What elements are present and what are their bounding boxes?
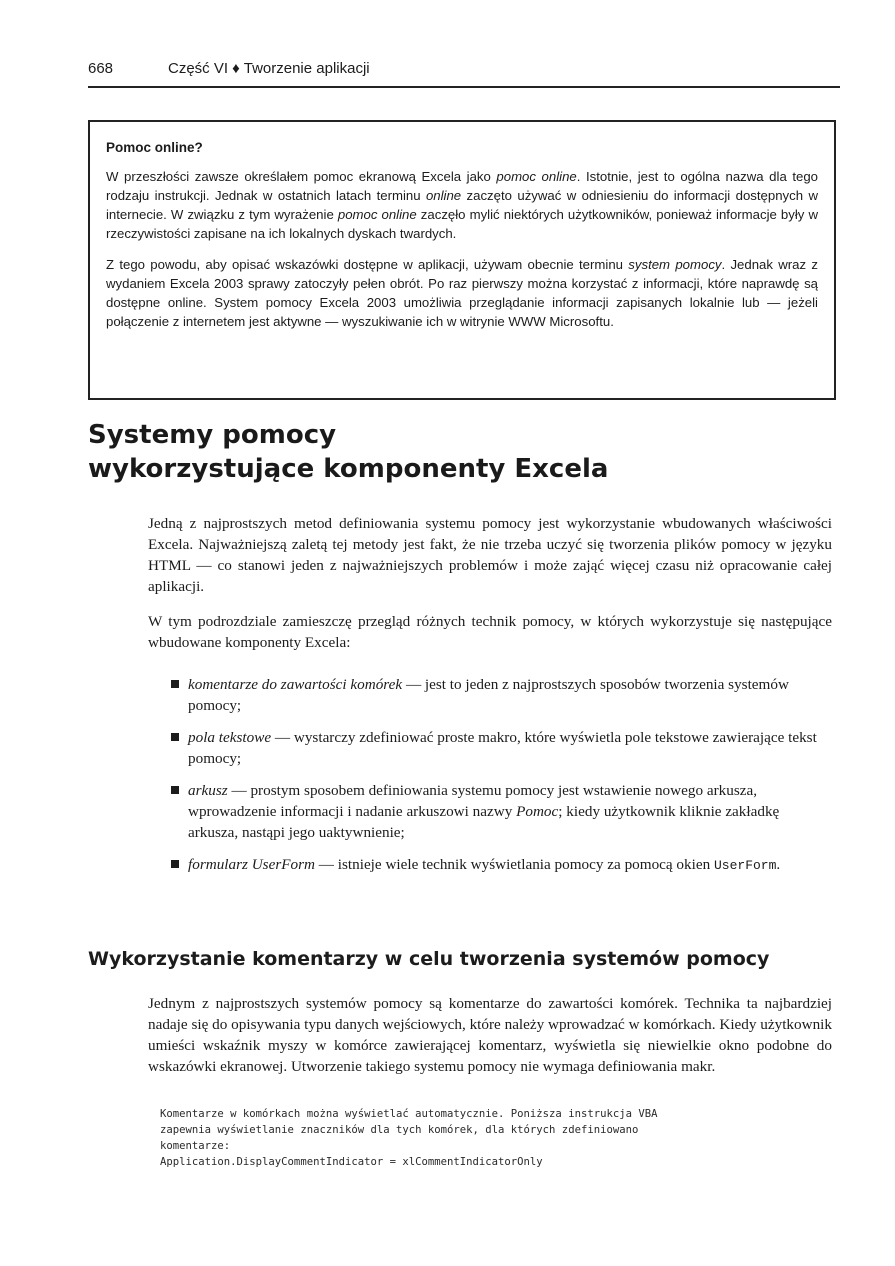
code-note [160, 1106, 820, 1170]
list-item: formularz UserForm — istnieje wiele technik wyświetlania pomocy za pomocą okien UserForm. [168, 854, 832, 876]
running-title: Część VI ♦ Tworzenie aplikacji [168, 60, 370, 77]
sidebar-paragraph-2: Z tego powodu, aby opisać wskazówki dostępne w aplikacji, używam obecnie terminu system pomocy. Jednak wraz z wydaniem Excela 2003 sprawy zatoczyły pełen obrót. Po raz pierwszy można korzystać z informacji, które naprawdę są dostępne online. System pomocy Excela 2003 umożliwia przeglądanie informacji zapisanych lokalnie lub — jeżeli połączenie z internetem jest aktywne — wyszukiwanie ich w witrynie WWW Microsoftu. [106, 257, 818, 329]
sidebar-paragraph-1: W przeszłości zawsze określałem pomoc ekranową Excela jako pomoc online. Istotnie, jest to ogólna nazwa dla tego rodzaju instrukcji. Jednak w ostatnich latach terminu online zaczęto używać w odniesieniu do informacji dostępnych w internecie. W związku z tym wyrażenie pomoc online zaczęło mylić niektórych użytkowników, ponieważ informacje były w rzeczywistości zapisane na ich lokalnych dyskach twardych. [106, 169, 818, 241]
intro-paragraph-2: W tym podrozdziale zamieszczę przegląd różnych technik pomocy, w których wykorzystuje się następujące wbudowane komponenty Excela: [148, 613, 832, 651]
code-line: zapewnia wyświetlanie znaczników dla tych komórek, dla których zdefiniowano [160, 1124, 639, 1136]
bullet-square-icon [171, 680, 179, 688]
subsection-paragraph: Jednym z najprostszych systemów pomocy są komentarze do zawartości komórek. Technika ta najbardziej nadaje się do opisywania typu danych wejściowych, które należy wprowadzać w komórkach. Kiedy użytkownik umieści wskaźnik myszy w komórce zawierającej komentarz, wyświetla się niewielkie okno podobne do wskazówki ekranowej. Utworzenie takiego systemu pomocy nie wymaga definiowania makr. [148, 995, 832, 1075]
subsection-body [148, 993, 832, 1091]
section-title-line-1: Systemy pomocy [88, 420, 337, 450]
section-title-line-2: wykorzystujące komponenty Excela [88, 454, 609, 484]
running-header [88, 60, 840, 88]
list-item: arkusz — prostym sposobem definiowania systemu pomocy jest wstawienie nowego arkusza, wprowadzenie informacji i nadanie arkuszowi nazwy Pomoc; kiedy użytkownik kliknie zakładkę arkusza, nastąpi jego uaktywnienie; [168, 780, 832, 843]
intro-paragraph-1: Jedną z najprostszych metod definiowania systemu pomocy jest wykorzystanie wbudowanych właściwości Excela. Najważniejszą zaletą tej metody jest fakt, że nie trzeba uczyć się tworzenia plików pomocy w języku HTML — co stanowi jeden z najważniejszych problemów i może zająć więcej czasu niż opracowanie całej aplikacji. [148, 515, 832, 595]
subsection-title: Wykorzystanie komentarzy w celu tworzenia systemów pomocy [88, 948, 770, 970]
section-intro [148, 513, 832, 667]
components-list [168, 674, 832, 887]
page-number: 668 [88, 60, 114, 77]
bullet-square-icon [171, 786, 179, 794]
list-item: pola tekstowe — wystarczy zdefiniować proste makro, które wyświetla pole tekstowe zawierające tekst pomocy; [168, 727, 832, 769]
sidebar-box [88, 120, 836, 400]
code-line: komentarze: [160, 1140, 231, 1152]
sidebar-title: Pomoc online? [106, 140, 203, 155]
list-item: komentarze do zawartości komórek — jest to jeden z najprostszych sposobów tworzenia systemów pomocy; [168, 674, 832, 716]
section-title [88, 418, 828, 486]
code-line: Komentarze w komórkach można wyświetlać automatycznie. Poniższa instrukcja VBA [160, 1108, 658, 1120]
bullet-square-icon [171, 860, 179, 868]
bullet-square-icon [171, 733, 179, 741]
code-line: Application.DisplayCommentIndicator = xlCommentIndicatorOnly [160, 1156, 543, 1168]
